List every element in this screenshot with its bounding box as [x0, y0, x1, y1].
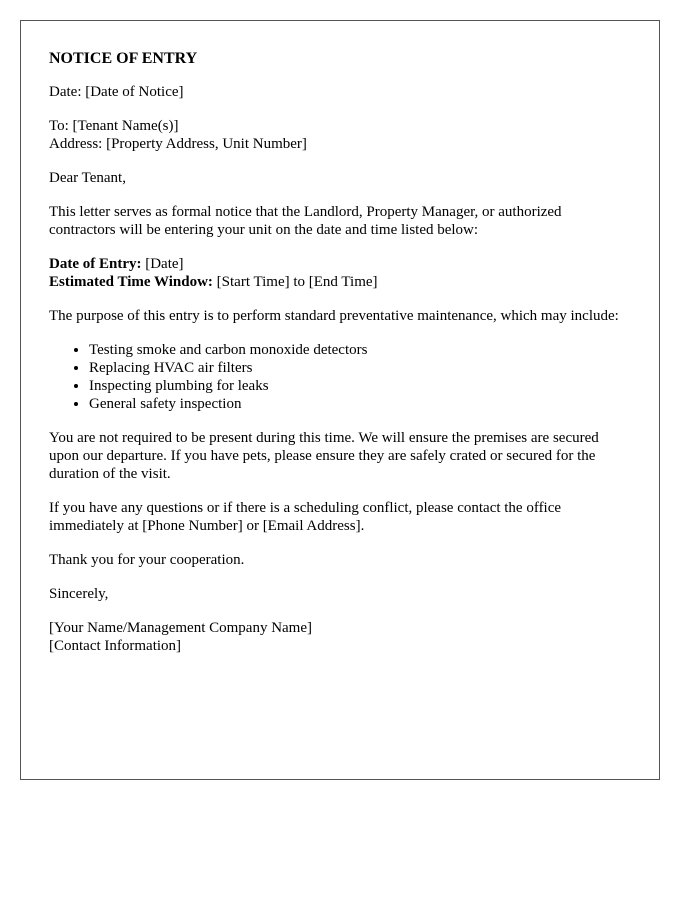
to-line: To: [Tenant Name(s)] — [49, 118, 179, 134]
signature-contact: [Contact Information] — [49, 638, 182, 654]
address-line: Address: [Property Address, Unit Number] — [49, 136, 307, 152]
maintenance-task-list — [49, 341, 631, 413]
signature-name: [Your Name/Management Company Name] — [49, 620, 312, 636]
closing-line: Sincerely, — [49, 586, 109, 602]
list-item: • Testing smoke and carbon monoxide detectors — [89, 341, 631, 359]
signature-block — [49, 619, 631, 655]
time-window-label: Estimated Time Window: — [49, 274, 213, 290]
presence-paragraph: You are not required to be present during this time. We will ensure the premises are secured upon our departure. If you have pets, please ensure they are safely crated or secured for the duration of the visit. — [49, 430, 599, 482]
notice-letter — [20, 20, 660, 780]
intro-paragraph: This letter serves as formal notice that the Landlord, Property Manager, or authorized contractors will be entering your unit on the date and time listed below: — [49, 204, 562, 238]
contact-paragraph: If you have any questions or if there is a scheduling conflict, please contact the office immediately at [Phone Number] or [Email Address]. — [49, 500, 562, 534]
list-item: • Replacing HVAC air filters — [89, 359, 631, 377]
thanks-line: Thank you for your cooperation. — [49, 552, 245, 568]
recipient-block — [49, 117, 631, 153]
entry-date-label: Date of Entry: — [49, 256, 142, 272]
letter-title: NOTICE OF ENTRY — [49, 50, 198, 67]
entry-date-row — [49, 255, 631, 273]
entry-details — [49, 255, 631, 291]
purpose-paragraph: The purpose of this entry is to perform standard preventative maintenance, which may include: — [49, 308, 619, 324]
time-window-value: [Start Time] to [End Time] — [212, 274, 378, 290]
list-item: • General safety inspection — [89, 395, 631, 413]
entry-date-value: [Date] — [141, 256, 184, 272]
time-window-row — [49, 273, 631, 291]
date-line: Date: [Date of Notice] — [49, 84, 184, 100]
list-item: • Inspecting plumbing for leaks — [89, 377, 631, 395]
salutation: Dear Tenant, — [49, 170, 126, 186]
